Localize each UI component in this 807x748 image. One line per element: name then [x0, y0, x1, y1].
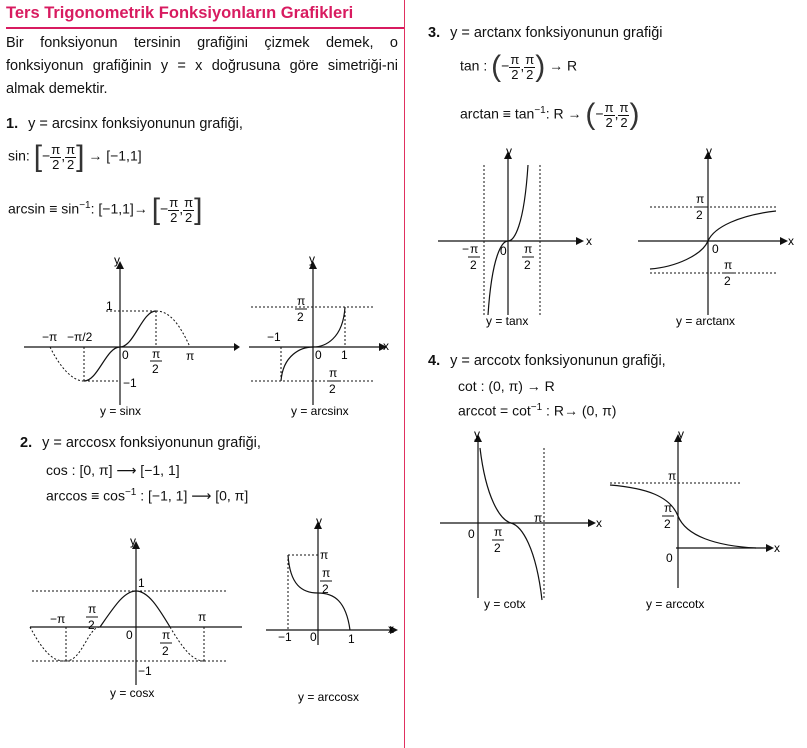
arccosx-graph	[262, 515, 402, 705]
svg-text:π: π	[322, 566, 331, 580]
svg-text:π: π	[320, 548, 329, 562]
svg-text:x: x	[596, 516, 602, 530]
svg-text:π: π	[494, 525, 503, 539]
x-axis-arrow	[234, 343, 240, 351]
svg-text:2: 2	[297, 310, 304, 324]
tick-pi-half-n: π	[152, 347, 161, 361]
svg-text:0: 0	[315, 348, 322, 362]
arccos-mapping: $\arccos \equiv \cos^{-1}$ : [−1, 1] ⟶ [0, π]	[46, 487, 249, 504]
caption-arccosx: y = arccosx	[298, 690, 360, 704]
arctanx-graph	[636, 145, 801, 330]
section-3-heading: 3. y = arctanx fonksiyonunun grafiği	[428, 25, 663, 41]
tick-neg-pi: −π	[42, 330, 58, 344]
column-divider	[404, 0, 405, 748]
svg-text:y: y	[678, 428, 684, 441]
arctan-curve	[650, 211, 776, 269]
svg-text:−: −	[462, 242, 470, 256]
x-label: x	[383, 339, 389, 353]
sin-mapping: sin: [− $\frac{\pi}{2}$ , $\frac{\pi}{2}$ ] → [−1,1]	[8, 140, 142, 173]
cos-curve-solid	[100, 591, 170, 627]
arccos-curve	[288, 555, 350, 630]
svg-text:0: 0	[666, 551, 673, 565]
svg-text:2: 2	[152, 362, 159, 376]
svg-text:π: π	[470, 242, 479, 256]
svg-text:1: 1	[341, 348, 348, 362]
sinx-graph	[20, 255, 240, 420]
tan-mapping: tan : (− $\frac{\pi}{2}$ , $\frac{\pi}{2}$ ) → R	[460, 50, 578, 83]
svg-text:−π: −π	[50, 612, 66, 626]
svg-text:2: 2	[696, 208, 703, 222]
svg-text:x: x	[774, 541, 780, 555]
svg-text:1: 1	[348, 632, 355, 646]
svg-text:2: 2	[162, 644, 169, 658]
sin-curve-dashed-right	[156, 311, 190, 347]
svg-text:y: y	[474, 428, 480, 441]
svg-text:2: 2	[329, 382, 336, 396]
svg-text:π: π	[668, 469, 677, 483]
svg-text:−1: −1	[267, 330, 281, 344]
caption-sinx: y = sinx	[100, 404, 142, 418]
section-2-heading: 2. y = arccosx fonksiyonunun grafiği,	[20, 435, 261, 451]
cosx-graph	[28, 535, 248, 705]
page-title: Ters Trigonometrik Fonksiyonların Grafikleri	[6, 4, 354, 22]
svg-text:π: π	[724, 258, 733, 272]
tick-1: 1	[106, 299, 113, 313]
svg-text:x: x	[788, 234, 794, 248]
title-underline	[6, 27, 404, 29]
svg-text:π: π	[329, 366, 338, 380]
svg-text:−1: −1	[138, 664, 152, 678]
svg-text:−1: −1	[278, 630, 292, 644]
section-4-heading: 4. y = arccotx fonksiyonunun grafiği,	[428, 353, 666, 369]
svg-text:2: 2	[322, 582, 329, 596]
svg-text:y: y	[309, 255, 315, 266]
svg-text:2: 2	[664, 517, 671, 531]
caption-tanx: y = tanx	[486, 314, 529, 328]
svg-text:2: 2	[524, 258, 531, 272]
svg-text:π: π	[534, 511, 543, 525]
cotx-graph	[440, 428, 610, 613]
svg-text:x: x	[586, 234, 592, 248]
arccotx-graph	[606, 428, 796, 613]
svg-text:π: π	[524, 242, 533, 256]
svg-text:0: 0	[468, 527, 475, 541]
svg-text:y: y	[130, 535, 136, 548]
arcsinx-graph	[245, 255, 395, 420]
svg-text:x: x	[388, 622, 394, 636]
sin-curve-dashed-left	[50, 347, 84, 381]
svg-text:0: 0	[126, 628, 133, 642]
svg-text:2: 2	[724, 274, 731, 288]
origin-label: 0	[122, 348, 129, 362]
svg-text:π: π	[297, 294, 306, 308]
cos-mapping: cos : [0, π] ⟶ [−1, 1]	[46, 462, 180, 478]
arctan-mapping: $\arctan \equiv \tan^{-1}$: R → (− $\frac{\pi}{2}$ , $\frac{\pi}{2}$ )	[460, 98, 640, 131]
tick-neg1: −1	[123, 376, 137, 390]
svg-text:π: π	[162, 628, 171, 642]
svg-text:0: 0	[310, 630, 317, 644]
caption-cotx: y = cotx	[484, 597, 526, 611]
svg-text:y: y	[506, 145, 512, 158]
caption-arccotx: y = arccotx	[646, 597, 705, 611]
caption-cosx: y = cosx	[110, 686, 155, 700]
svg-text:y: y	[706, 145, 712, 158]
cot-mapping: cot : (0, π) → R	[458, 378, 555, 394]
svg-text:π: π	[696, 192, 705, 206]
svg-text:0: 0	[712, 242, 719, 256]
svg-text:y: y	[316, 515, 322, 528]
svg-text:2: 2	[470, 258, 477, 272]
tick-pi: π	[186, 349, 195, 363]
arcsin-mapping: $\arcsin \equiv \sin^{-1}$: [−1,1]→ [− $\frac{\pi}{2}$ , $\frac{\pi}{2}$ ]	[8, 193, 203, 226]
caption-arctanx: y = arctanx	[676, 314, 736, 328]
tanx-graph	[436, 145, 601, 330]
y-label: y	[114, 255, 120, 267]
caption-arcsinx: y = arcsinx	[291, 404, 349, 418]
arccot-mapping: $arccot = \cot^{-1}$ : R→ (0, π)	[458, 402, 617, 419]
svg-text:π: π	[198, 610, 207, 624]
arccot-curve	[610, 485, 756, 548]
tick-neg-pi-half: −π/2	[67, 330, 93, 344]
svg-text:π: π	[664, 501, 673, 515]
svg-text:2: 2	[494, 541, 501, 555]
svg-text:2: 2	[88, 618, 95, 632]
cot-curve	[480, 448, 542, 600]
svg-text:π: π	[88, 602, 97, 616]
svg-text:0: 0	[500, 244, 507, 258]
intro-paragraph: Bir fonksiyonun tersinin grafiğini çizmek demek, o fonksiyonun grafiğinin y = x doğrusuna göre simetriği-ni almak demektir.	[6, 35, 398, 97]
section-1-heading: 1. y = arcsinx fonksiyonunun grafiği,	[6, 116, 243, 132]
svg-text:1: 1	[138, 576, 145, 590]
